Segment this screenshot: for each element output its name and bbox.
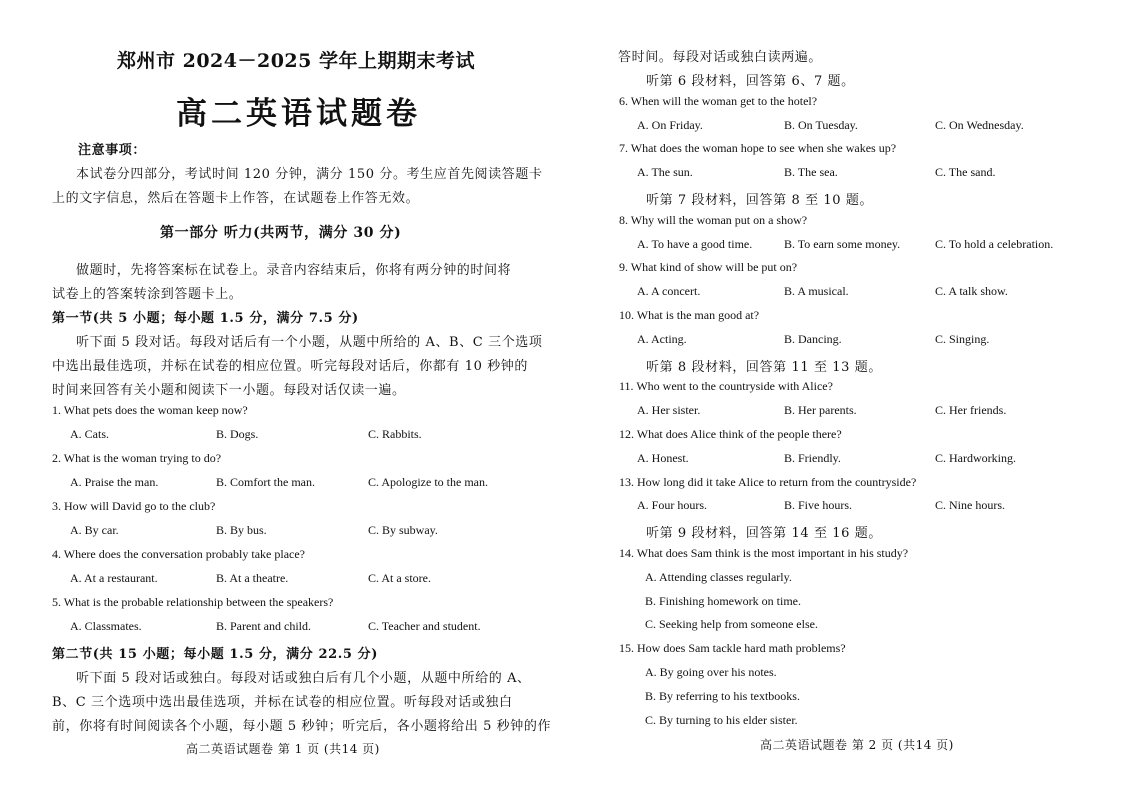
notice-heading: 注意事项：	[78, 143, 147, 158]
option-a: A. On Friday.	[637, 117, 703, 132]
page-footer: 高二英语试题卷 第 2 页 (共14 页)	[760, 738, 954, 752]
option-c: C. Seeking help from someone else.	[645, 617, 818, 632]
section2-intro-continued: 答时间。每段对话或独白读两遍。	[618, 50, 823, 65]
section1-heading: 第一节(共 5 小题；每小题 1.5 分，满分 7.5 分)	[52, 311, 359, 326]
option-b: B. The sea.	[784, 165, 838, 180]
section1-intro-line: 时间来回答有关小题和阅读下一小题。每段对话仅读一遍。	[52, 383, 406, 398]
option-a: A. Her sister.	[637, 403, 701, 418]
part1-heading: 第一部分 听力(共两节，满分 30 分)	[160, 225, 402, 241]
option-c: C. To hold a celebration.	[935, 236, 1054, 251]
part1-intro-line: 做题时，先将答案标在试卷上。录音内容结束后，你将有两分钟的时间将	[76, 263, 512, 278]
option-b: B. At a theatre.	[216, 571, 289, 585]
option-b: B. Comfort the man.	[216, 475, 315, 489]
option-b: B. Friendly.	[784, 450, 841, 465]
option-c: C. At a store.	[368, 571, 431, 585]
option-a: A. Attending classes regularly.	[645, 569, 792, 584]
section2-heading: 第二节(共 15 小题；每小题 1.5 分，满分 22.5 分)	[52, 647, 379, 662]
option-a: A. Honest.	[637, 450, 689, 465]
option-c: C. Teacher and student.	[368, 619, 481, 633]
question-text: 2. What is the woman trying to do?	[52, 451, 222, 465]
option-b: B. On Tuesday.	[784, 117, 858, 132]
option-c: C. On Wednesday.	[935, 117, 1024, 132]
listening-instruction: 听第 6 段材料，回答第 6、7 题。	[646, 74, 855, 89]
option-b: B. A musical.	[784, 284, 849, 299]
question-text: 1. What pets does the woman keep now?	[52, 403, 248, 417]
option-b: B. To earn some money.	[784, 236, 901, 251]
question-text: 6. When will the woman get to the hotel?	[619, 93, 818, 108]
option-c: C. Singing.	[935, 331, 990, 346]
option-b: B. Dancing.	[784, 331, 842, 346]
question-text: 15. How does Sam tackle hard math problems?	[619, 641, 846, 656]
option-c: C. By subway.	[368, 523, 438, 537]
listening-instruction: 听第 8 段材料，回答第 11 至 13 题。	[646, 359, 882, 375]
option-c: C. Nine hours.	[935, 498, 1005, 513]
option-b: B. Finishing homework on time.	[645, 593, 801, 608]
option-b: B. Five hours.	[784, 498, 853, 513]
left-page	[0, 0, 561, 794]
notice-line: 本试卷分四部分，考试时间 120 分钟，满分 150 分。考生应首先阅读答题卡	[76, 167, 543, 182]
section2-intro-line: B、C 三个选项中选出最佳选项，并标在试卷的相应位置。听每段对话或独白	[52, 695, 513, 710]
listening-instruction: 听第 7 段材料，回答第 8 至 10 题。	[646, 193, 874, 208]
section1-intro-line: 中选出最佳选项，并标在试卷的相应位置。听完每段对话后，你都有 10 秒钟的	[52, 359, 529, 374]
question-text: 13. How long did it take Alice to return from the countryside?	[619, 474, 917, 489]
section1-intro-line: 听下面 5 段对话。每段对话后有一个小题，从题中所给的 A、B、C 三个选项	[76, 335, 543, 350]
page-footer: 高二英语试题卷 第 1 页 (共14 页)	[186, 742, 380, 756]
exam-title: 郑州市 2024－2025 学年上期期末考试	[117, 50, 475, 72]
option-c: C. Her friends.	[935, 403, 1007, 418]
question-text: 9. What kind of show will be put on?	[619, 260, 798, 275]
question-text: 4. Where does the conversation probably take place?	[52, 547, 306, 561]
option-b: B. Parent and child.	[216, 619, 311, 633]
question-text: 3. How will David go to the club?	[52, 499, 216, 513]
option-a: A. By going over his notes.	[645, 665, 777, 679]
option-a: A. Acting.	[637, 331, 687, 346]
notice-line: 上的文字信息，然后在答题卡上作答，在试题卷上作答无效。	[52, 191, 420, 206]
part1-intro-line: 试卷上的答案转涂到答题卡上。	[52, 287, 243, 302]
option-c: C. By turning to his elder sister.	[645, 712, 798, 727]
option-b: B. Her parents.	[784, 403, 857, 418]
question-text: 5. What is the probable relationship between the speakers?	[52, 595, 334, 609]
section2-intro-line: 听下面 5 段对话或独白。每段对话或独白后有几个小题，从题中所给的 A、	[76, 671, 531, 686]
option-a: A. To have a good time.	[637, 236, 753, 251]
option-c: C. Apologize to the man.	[368, 475, 488, 489]
option-a: A. At a restaurant.	[70, 571, 158, 585]
option-a: A. The sun.	[637, 165, 693, 180]
question-text: 14. What does Sam think is the most important in his study?	[619, 546, 909, 560]
right-page	[562, 0, 1123, 794]
option-a: A. Four hours.	[637, 498, 708, 513]
option-a: A. A concert.	[637, 284, 701, 299]
exam-subtitle: 高二英语试题卷	[176, 96, 421, 132]
option-b: B. By referring to his textbooks.	[645, 688, 800, 703]
option-c: C. Rabbits.	[368, 427, 422, 441]
option-a: A. Praise the man.	[70, 475, 159, 489]
option-b: B. By bus.	[216, 523, 267, 537]
option-c: C. A talk show.	[935, 284, 1008, 299]
option-a: A. Cats.	[70, 427, 109, 441]
question-text: 10. What is the man good at?	[619, 308, 760, 322]
section2-intro-line: 前，你将有时间阅读各个小题，每小题 5 秒钟；听完后，各小题将给出 5 秒钟的作	[52, 719, 552, 734]
question-text: 7. What does the woman hope to see when she wakes up?	[619, 141, 897, 156]
question-text: 8. Why will the woman put on a show?	[619, 212, 808, 227]
question-text: 11. Who went to the countryside with Alice?	[619, 379, 833, 394]
listening-instruction: 听第 9 段材料，回答第 14 至 16 题。	[646, 526, 882, 542]
question-text: 12. What does Alice think of the people there?	[619, 427, 842, 441]
option-c: C. Hardworking.	[935, 450, 1016, 465]
option-a: A. By car.	[70, 523, 119, 537]
option-a: A. Classmates.	[70, 619, 142, 633]
option-c: C. The sand.	[935, 165, 996, 180]
option-b: B. Dogs.	[216, 427, 259, 441]
